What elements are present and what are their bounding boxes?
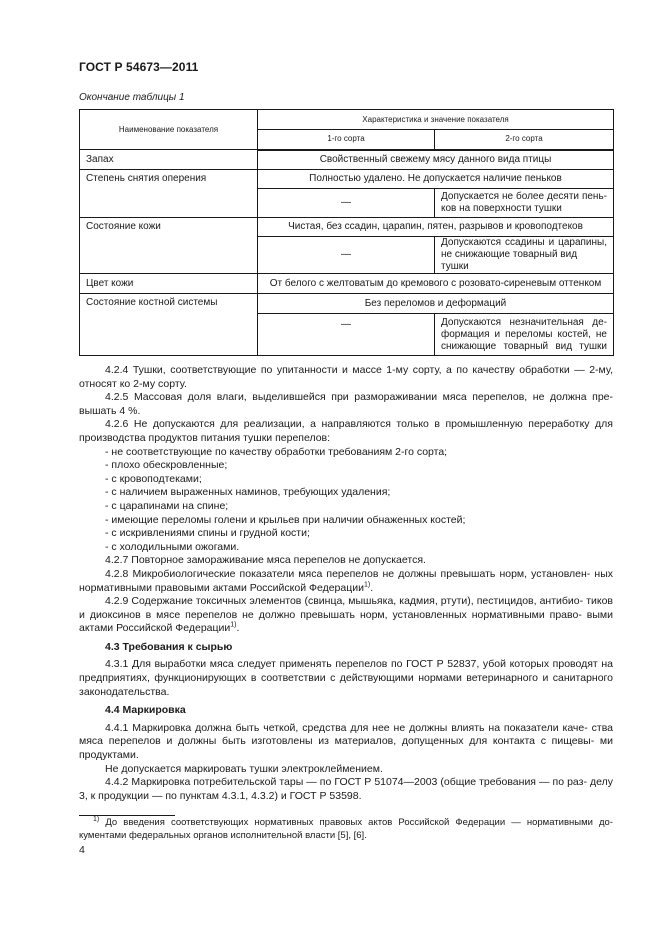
grade2-line: Допускаются незначительная де- (441, 316, 607, 328)
text-line: 4.2.5 Массовая доля влаги, выделившейся при размораживании мяса перепелов, не должна пре- (105, 391, 613, 404)
text-line: 4.2.4 Тушки, соответствующие по упитанности и массе 1-му сорту, а по качеству обработки — 2-му, (105, 364, 613, 376)
paragraph-4-2-7: 4.2.7 Повторное замораживание мяса перепелов не допускается. (105, 554, 426, 567)
text-line: производства продуктов питания тушки перепелов: (79, 431, 331, 444)
footnote-text: кументами федеральных органов исполнительной власти [5], [6]. (79, 829, 367, 841)
text-line: выми актами Российской Федерации (79, 608, 614, 635)
paragraph-4-4-1 (79, 722, 613, 763)
text-line: . (236, 622, 240, 635)
paragraph-4-3-1 (79, 658, 613, 699)
row-common-value: Свойственный свежему мясу данного вида птицы (258, 150, 614, 170)
row-common-value: Полностью удалено. Не допускается наличие пеньков (258, 170, 614, 189)
grade2-value (435, 237, 614, 274)
grade2-line: Допускается не более десяти пень- (441, 191, 607, 202)
paragraph-4-4-2 (79, 776, 613, 803)
grade2-line: не снижающие товарный вид тушки (441, 249, 578, 272)
list-item: - имеющие переломы голени и крыльев при наличии обнаженных костей; (105, 513, 466, 526)
col-grade1-header: 1-го сорта (258, 130, 435, 150)
grade1-value: — (258, 237, 435, 274)
footnote (79, 817, 613, 842)
table-row (80, 218, 614, 237)
table-row (80, 294, 614, 314)
paragraph-4-2-4 (79, 364, 613, 391)
grade2-line: снижающие товарный вид тушки (441, 340, 607, 352)
section-heading-4-3: 4.3 Требования к сырью (105, 640, 233, 653)
text-line: 4.4.2 Маркировка потребительской тары — по ГОСТ Р 51074—2003 (общие требования — по раз- (105, 776, 587, 789)
list-item: - с холодильными ожогами. (105, 540, 240, 553)
text-line: 4.2.6 Не допускаются для реализации, а направляются только в промышленную переработку для (105, 418, 613, 431)
col-grade2-header: 2-го сорта (435, 130, 614, 150)
paragraph-4-2-5 (79, 391, 613, 418)
grade1-value: — (258, 314, 435, 356)
footnote-ref: 1) (363, 581, 371, 588)
table-row (80, 170, 614, 189)
col-group-header: Характеристика и значение показателя (258, 110, 614, 130)
text-line: ства мяса перепелов и должны быть изготовлены из материалов, допущенных для контакта с пищевы- (79, 721, 614, 748)
paragraph-4-4-1-note: Не допускается маркировать тушки электроклеймением. (105, 762, 383, 775)
text-line: относят ко 2-му сорту. (79, 377, 187, 390)
footnote-text: До введения соответствующих нормативных правовых актов Российской Федерации — нормативными до- (105, 817, 614, 828)
row-name: Состояние кожи (80, 218, 258, 274)
table-row (80, 274, 614, 294)
row-name: Состояние костной системы (80, 294, 258, 356)
row-common-value: Без переломов и деформаций (258, 294, 614, 314)
text-line: 4.4.1 Маркировка должна быть четкой, средства для нее не должны влиять на показатели каче- (105, 721, 588, 734)
text-line: . (370, 581, 374, 594)
grade1-value: — (258, 189, 435, 218)
document-header: ГОСТ Р 54673—2011 (79, 60, 199, 74)
paragraph-4-2-6 (79, 418, 613, 445)
list-item: - плохо обескровленные; (105, 459, 228, 472)
text-line: ми продуктами. (79, 735, 614, 762)
text-line: на предприятиях, функционирующих в соответствии с действующими нормами ветеринарного и санитарного (79, 658, 613, 685)
col-name-header: Наименование показателя (80, 110, 258, 150)
main-text (79, 364, 613, 803)
row-name: Запах (80, 150, 258, 170)
text-line: делу 3, к продукции — по пунктам 4.3.1, 4.3.2) и ГОСТ Р 53598. (79, 776, 613, 802)
text-line: законодательства. (79, 685, 170, 698)
row-common-value: От белого с желтоватым до кремового с розовато-сиреневым оттенком (258, 274, 614, 294)
grade2-value (435, 189, 614, 218)
paragraph-4-2-9 (79, 595, 613, 636)
grade2-line: Допускаются ссадины и царапины, (441, 237, 607, 248)
text-line: 4.2.9 Содержание токсичных элементов (свинца, мышьяка, кадмия, ртути), пестицидов, антибио- (105, 595, 584, 608)
list-item: - с кровоподтеками; (105, 472, 202, 485)
quality-table (79, 109, 614, 356)
grade2-line: формация и переломы костей, не (441, 328, 607, 340)
list-item: - не соответствующие по качеству обработки требованиям 2-го сорта; (105, 445, 448, 458)
footnote-ref: 1) (230, 621, 237, 629)
table-row (80, 150, 614, 170)
footnote-mark: 1) (93, 815, 100, 823)
row-common-value: Чистая, без ссадин, царапин, пятен, разрывов и кровоподтеков (258, 218, 614, 237)
section-heading-4-4: 4.4 Маркировка (105, 704, 186, 717)
row-name: Степень снятия оперения (80, 170, 258, 218)
grade2-value (435, 314, 614, 356)
text-line: 4.2.8 Микробиологические показатели мяса перепелов не должны превышать норм, установлен- (105, 567, 591, 580)
list-item: - с искривлениями спины и грудной кости; (105, 527, 310, 540)
text-line: вышать 4 %. (79, 404, 141, 417)
page-number: 4 (79, 844, 85, 856)
grade2-line: ков на поверхности тушки (441, 203, 562, 214)
text-line: 4.3.1 Для выработки мяса следует применять перепелов по ГОСТ Р 52837, убой которых проводят (105, 658, 598, 671)
table-caption: Окончание таблицы 1 (79, 92, 185, 103)
list-item: - с наличием выраженных наминов, требующих удаления; (105, 486, 391, 499)
paragraph-4-2-8 (79, 568, 613, 595)
row-name: Цвет кожи (80, 274, 258, 294)
text-line: ных нормативными правовыми актами Российской Федерации (79, 567, 613, 594)
text-line: тиков и диоксинов в мясе перепелов не должно превышать норм, установленных нормативными право- (79, 595, 614, 621)
list-item: - с царапинами на спине; (105, 499, 229, 512)
